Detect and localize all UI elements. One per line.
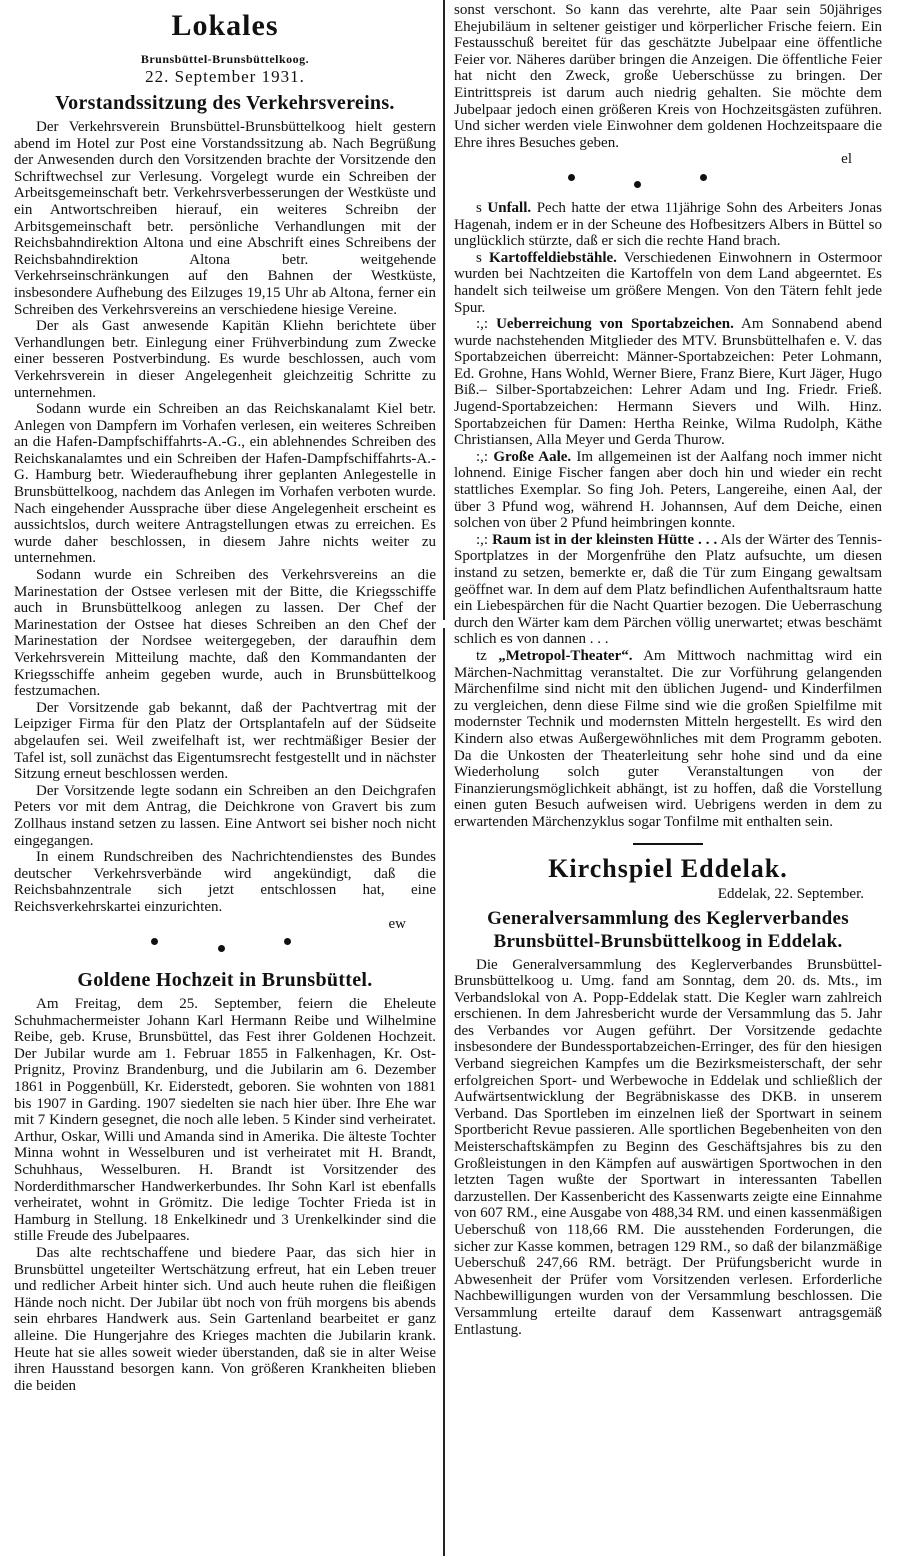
column-divider <box>443 0 445 620</box>
note-title: Ueberreichung von Sportabzeichen. <box>496 316 734 333</box>
note-text: Am Sonnabend abend wurde nachstehenden Mitglieder des MTV. Brunsbüttelhafen e. V. das Sportabzeichen überreicht: Männer-Sportabzeichen: Peter Lohmann, Ed. Grohne, Hans Wohld, Werner Biere, Franz Biere, Kurt Jäger, Hugo Biß.– Silber-Sportabzeichen: Lehrer Adam und Ing. Friedr. Frieß. Jugend-Sportabzeichen: Hermann Sievers und Wilh. Hinz. Sportabzeichen für Damen: Hertha Reinke, Wilma Rudolph, Käthe Christiansen, Alla Meyer und Gerda Thurow. <box>454 316 882 449</box>
paragraph: Sodann wurde ein Schreiben an das Reichskanalamt Kiel betr. Anlegen von Dampfern im Vorhafen verlesen, ein weiteres Schreiben an die Hafen-Dampfschiffahrts-A.-G., ein ablehnendes Schreiben des Reichskanalamtes und ein Schreiben der Hafen-Dampfschiffahrts-A.-G. Hamburg betr. Wiederaufhebung ihrer geplanten Anlegestelle in Brunsbüttelkoog, nachdem das Anlegen im Vorhafen verboten wurde. Nach eingehender Aussprache über diese Angelegenheit erscheint es aussichtslos, durch weitere Antragstellungen etwas zu erreichen. Es wurde daher beschlossen, in diesem Jahre nichts weiter zu unternehmen. <box>14 401 436 567</box>
article-body <box>14 119 436 932</box>
local-notes <box>454 200 882 831</box>
separator-dot <box>700 174 707 181</box>
note-text: Als der Wärter des Tennis-Sportplatzes in der Morgenfrühe den Platz aufsuchte, um diesen instand zu setzen, bemerkte er, daß die Tür zum Eingang gewaltsam geöffnet war. In dem auf dem Platz befindlichen Aufenthaltsraum hatte ein Liebespärchen für die Nacht Quartier bezogen. Die Ueberraschung durch den Wärter kam dem Pärchen völlig unerwartet; etwas beschämt schlich es von dannen . . . <box>454 531 883 648</box>
note-title: Raum ist in der kleinsten Hütte . . . <box>492 531 718 548</box>
article-headline: Generalversammlung des Keglerverbandes Brunsbüttel-Brunsbüttelkoog in Eddelak. <box>487 907 849 952</box>
dateline: Eddelak, 22. September. <box>717 885 864 902</box>
paragraph: Die Generalversammlung des Keglerverbandes Brunsbüttel-Brunsbüttelkoog u. Umg. fand am Sonntag, dem 20. ds. Mts., im Verbandslokal von A. Popp-Eddelak statt. Die Kegler warn zahlreich erschienen. In dem Jahresbericht wurde der Versammlung das 5. Jahr des Verbandes vor Augen geführt. Der Vorsitzende gedachte insbesondere der Bundessportabzeichen-Erringer, des für den hiesigen Verband siegreichen Kampfes um die Bezirksmeisterschaft, der sehr erfolgreichen Sport- und Werbewoche in Eddelak und schließlich der Aufwärtsentwicklung der Begräbniskasse des DKB. in unserem Verband. Das Sportleben im einzelnen ließ der Sportwart in seinem Sportbericht Revue passieren. Alle sportlichen Begebenheiten von den Meisterschaftskämpfen zu Beginn des Geschäftsjahres bis zu den Großleistungen in den Kämpfen auf auswärtigen Sportwochen in den letzten Tagen wußte der Sportwart in interessanten Tabellen darzustellen. Der Kassenbericht des Kassenwarts zeigte eine Einnahme von 607 RM., eine Ausgabe von 488,34 RM. und einen kassenmäßigen Ueberschuß von 118,66 RM. Die ausstehenden Forderungen, die sicher zur Kasse kommen, betragen 129 RM., so daß der bilanzmäßige Ueberschuß 247,66 RM. beträgt. Der Prüfungsbericht wurde in Abwesenheit der Prüfer vom Vorsitzenden verlesen. Erforderliche Nachbewilligungen wurden von der Versammlung beschlossen. Die Versammlung erteilte darauf dem Kassenwart antragsgemäß Entlastung. <box>454 956 882 1338</box>
note-marker: s <box>476 249 482 266</box>
note-marker: :,: <box>476 316 489 333</box>
article-headline: Goldene Hochzeit in Brunsbüttel. <box>77 969 373 992</box>
paragraph: Der Verkehrsverein Brunsbüttel-Brunsbüttelkoog hielt gestern abend im Hotel zur Post eine Vorstandssitzung ab. Nach Begrüßung der Anwesenden durch den Vorsitzenden brachte der Vorsitzende den Schriftwechsel zur Verlesung. Vorgelegt wurde ein Schreiben der Arbeitsgemeinschaft betr. Verkehrsverbesserungen der Westküste und ein Antwortschreiben hierauf, ein weiteres Schreibn der Arbitsgemeinschaft betr. persönliche Verhandlungen mit der Reichsbahndirektion Altona und eine Abschrift eines Schreibens der Reichsbahndirektion Altona betr. weitgehende Verkehrseinschränkungen auf den Bahnen der Westküste, insbesondere Aufhebung des Eilzuges 19,15 Uhr ab Altona, ferner ein Schreiben des Verkehrsvereins an verschiedene hiesige Vereine. <box>14 119 436 318</box>
note-text: Pech hatte der etwa 11jährige Sohn des Arbeiters Jonas Hagenah, indem er in der Scheune des Hofbesitzers Albers in Büttel so unglücklich stürzte, daß er sich die rechte Hand brach. <box>454 199 883 250</box>
news-note <box>454 648 882 831</box>
note-text: Am Mittwoch nachmittag wird ein Märchen-Nachmittag veranstaltet. Die zur Vorführung gelangenden Märchenfilme sind nicht mit den üblichen Jugend- und Kinderfilmen zu vergleichen, denn diese Filme sind wie die großen Spielfilme mit modernster Technik und modernsten Mitteln hergestellt. Es wird den Kindern also etwas Außergewöhnliches mit dem Programm geboten. Da die Unkosten der Theaterleitung sehr hohe sind und da eine Wiederholung solch guter Veranstaltungen von der Finanzierungsmöglichkeit abhängt, ist zu hoffen, daß die Vorstellung einen guten Besuch aufweisen wird. Uebrigens werden in dem zu erwartenden Märchenzyklus sogar Tonfilme mit enthalten sein. <box>454 647 882 830</box>
separator-dot <box>218 945 225 952</box>
note-marker: :,: <box>476 531 489 548</box>
author-signature: el <box>841 151 852 168</box>
paragraph: Sodann wurde ein Schreiben des Verkehrsvereins an die Marinestation der Ostsee verlesen mit der Bitte, die Kriegsschiffe auch in Brunsbüttelkoog anlegen zu lassen. Der Chef der Marinestation der Ostsee hat dieses Schreiben an den Chef der Marinestation der Nordsee weitergegeben, der daraufhin dem Verkehrsverein Mitteilung machte, daß den Kommandanten der Kriegsschiffe anheim gegeben wurde, auch in Brunsbüttelkoog festzumachen. <box>14 567 436 700</box>
article-body <box>454 957 882 1339</box>
note-marker: tz <box>476 647 487 664</box>
note-title: Große Aale. <box>493 448 572 465</box>
article-body <box>14 996 436 1394</box>
section-separator <box>454 172 882 194</box>
left-column <box>14 0 436 1394</box>
note-text: Verschiedenen Einwohnern in Ostermoor wurden bei Nachtzeiten die Kartoffeln von dem Land abgeerntet. Es handelt sich teilweise um größere Mengen. Von den Tätern fehlt jede Spur. <box>454 249 882 316</box>
paragraph: In einem Rundschreiben des Nachrichtendienstes des Bundes deutscher Verkehrsverbände wird angekündigt, daß die Reichsbahnzentrale sich jetzt entschlossen hat, eine Reichsverkehrskartei einzurichten. <box>14 849 436 915</box>
author-signature: ew <box>388 915 406 932</box>
note-marker: s <box>476 199 482 216</box>
note-text: Im allgemeinen ist der Aalfang noch immer nicht lohnend. Einige Fischer fangen aber doch hin und wieder ein recht stattliches Exemplar. So fing Joh. Peters, Langereihe, einen Aal, der über 3 Pfund wog, während H. Johannsen, Auf dem Deiche, einen solchen von über 2 Pfund heimbringen konnte. <box>454 448 882 532</box>
section-rule <box>633 843 703 845</box>
section-title: Kirchspiel Eddelak. <box>548 853 788 883</box>
news-note <box>454 250 882 316</box>
paragraph: Der als Gast anwesende Kapitän Kliehn berichtete über Verhandlungen betr. Einlegung einer Frühverbindung zum Zwecke einer besseren Postverbindung. Es wurde beschlossen, auch vom Verkehrsverein in dieser Angelegenheit gleichzeitig Schritte zu unternehmen. <box>14 318 436 401</box>
paragraph: sonst verschont. So kann das verehrte, alte Paar sein 50jähriges Ehejubiläum in seltener geistiger und körperlicher Frische feiern. Ein Festausschuß bereitet für das geschätzte Jubelpaar eine öffentliche Feier vor. Näheres darüber bringen die Anzeigen. Die öffentliche Feier hat nicht den Zweck, große Ueberschüsse zu bringen. Der Eintrittspreis ist darum auch niedrig gehalten. Sie möchte dem Jubelpaar jedoch einen größeren Kreis von Hochzeitsgästen zuführen. Und sicher werden viele Einwohner dem goldenen Hochzeitspaare die Ehre ihres Besuches geben. <box>454 2 882 151</box>
separator-dot <box>151 938 158 945</box>
news-note <box>454 200 882 250</box>
paragraph: Das alte rechtschaffene und biedere Paar, das sich hier in Brunsbüttel ungeteilter Wertschätzung erfreut, hat ein Leben treuer und redlicher Arbeit hinter sich. Und auch heute ruhen die fleißigen Hände noch nicht. Der Jubilar übt noch von früh morgens bis abends sein ehrbares Handwerk aus. Sein Gartenland bearbeitet er ganz alleine. Die Hungerjahre des Krieges machten die Jubilarin krank. Heute hat sie alles soweit wieder überstanden, daß sie in alter Weise ihren Hausstand besorgen kann. Von größeren Krankheiten blieben die beiden <box>14 1245 436 1394</box>
paragraph: Der Vorsitzende gab bekannt, daß der Pachtvertrag mit der Leipziger Firma für den Platz der Ortsplantafeln auf der Südseite abgelaufen sei. Weil zweifelhaft ist, wer rechtmäßiger Besier der Tafel ist, soll zunächst das Eigentumsrecht festgestellt und in nächster Sitzung erneut beschlossen werden. <box>14 699 436 783</box>
news-note <box>454 532 882 648</box>
news-note <box>454 316 882 449</box>
note-title: Unfall. <box>487 199 532 216</box>
section-title: Lokales <box>171 9 279 42</box>
section-date: 22. September 1931. <box>145 67 305 86</box>
section-separator <box>14 936 436 958</box>
note-title: Kartoffeldiebstähle. <box>489 249 617 266</box>
column-divider <box>443 628 445 1556</box>
paragraph: Der Vorsitzende legte sodann ein Schreiben an den Deichgrafen Peters vor mit dem Antrag, die Deichkrone von Gravert bis zum Zollhaus instand setzen zu lassen. Eine Antwort sei bisher noch nicht eingegangen. <box>14 782 436 849</box>
note-marker: :,: <box>476 448 489 465</box>
article-continuation <box>454 2 882 168</box>
separator-dot <box>634 181 641 188</box>
section-place: Brunsbüttel-Brunsbüttelkoog. <box>140 52 310 66</box>
paragraph: Am Freitag, dem 25. September, feiern die Eheleute Schuhmachermeister Johann Karl Hermann Reibe und Wilhelmine Reibe, geb. Kruse, Brunsbüttel, das Fest ihrer Goldenen Hochzeit. Der Jubilar wurde am 1. Februar 1855 in Falkenhagen, Kr. Ost-Prignitz, Provinz Brandenburg, und die Jubilarin am 6. Dezember 1861 in Poggenbüll, Kr. Eiderstedt, geboren. Sie wohnten von 1881 bis 1907 in Garding. 1907 siedelten sie nach hier über. Ihre Ehe war mit 7 Kindern gesegnet, die noch alle leben. 5 Kinder sind verheiratet. Arthur, Oskar, Willi und Amanda sind in Amerika. Die älteste Tochter Minna wohnt in Wesselburen und ist verheiratet mit H. Brandt, Schuhhaus, Wesselburen. H. Brandt ist Vorsitzender des Norderdithmarscher Handwerkerbundes. Ihr Sohn Karl ist ebenfalls verheiratet, wohnt in Grömitz. Die ledige Tochter Frieda ist in Hamburg in Stellung. 18 Enkelkinedr und 3 Urenkelkinder sind die stille Freude des Jubelpaares. <box>14 996 436 1245</box>
note-title: „Metropol-Theater“. <box>498 647 633 664</box>
article-headline: Vorstandssitzung des Verkehrsvereins. <box>55 92 395 114</box>
right-column <box>454 0 882 1338</box>
separator-dot <box>284 938 291 945</box>
news-note <box>454 449 882 532</box>
separator-dot <box>568 174 575 181</box>
